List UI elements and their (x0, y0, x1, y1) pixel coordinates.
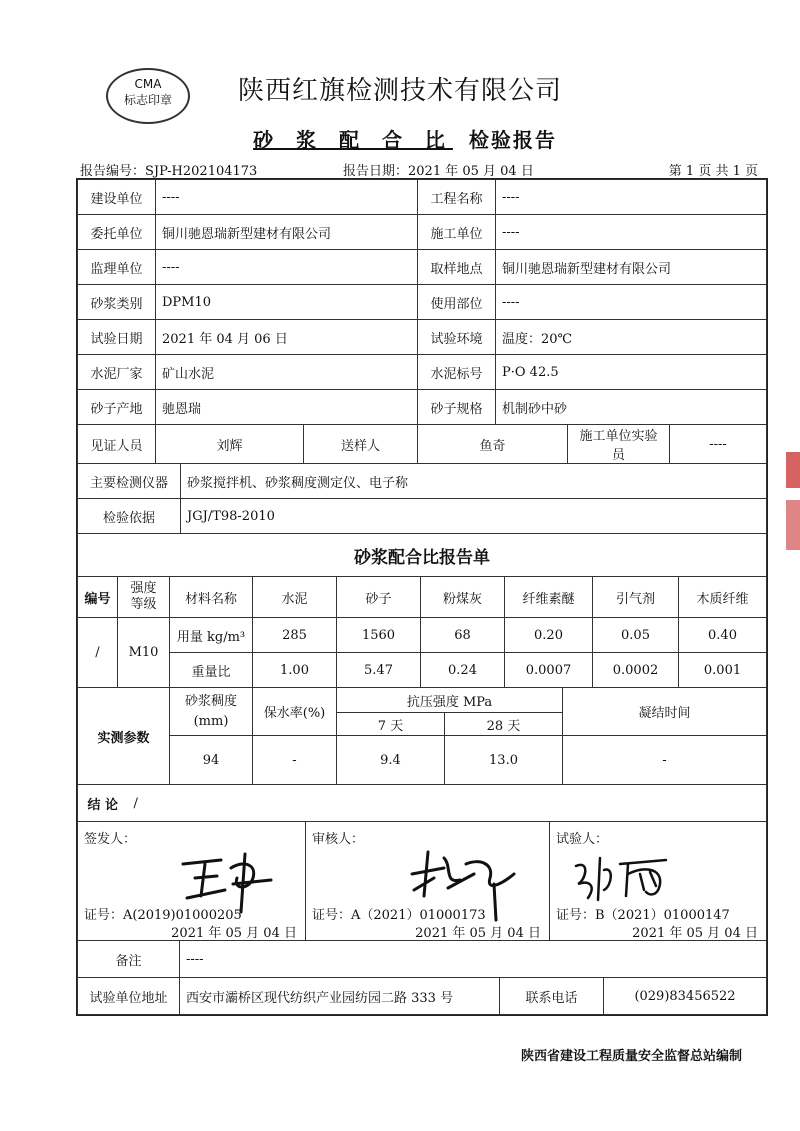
stamp-line2: 标志印章 (123, 93, 172, 107)
cell-value: P·O 42.5 (496, 355, 767, 390)
title-main: 砂 浆 配 合 比 (253, 128, 453, 152)
col-cement: 水泥 (253, 577, 337, 618)
cell-label: 检验依据 (78, 499, 181, 534)
stamp-line1: CMA (134, 77, 162, 91)
col-cellulose: 纤维素醚 (505, 577, 593, 618)
col-air: 引气剂 (593, 577, 679, 618)
measured-table (77, 688, 767, 785)
signer-cert: 证号：B（2021）01000147 (556, 908, 730, 923)
d28-label: 28 天 (445, 713, 563, 736)
mix-cell: 285 (253, 618, 337, 653)
cell-label: 送样人 (304, 425, 418, 464)
conclusion-label: 结 论 (78, 785, 128, 822)
cell-value: JGJ/T98-2010 (181, 499, 767, 534)
cell-value: ---- (496, 215, 767, 250)
mix-cell: 0.0007 (505, 653, 593, 688)
signer-date: 2021 年 05 月 04 日 (632, 926, 758, 941)
cell-value: ---- (156, 180, 418, 215)
cell-label: 砂子产地 (78, 390, 156, 425)
scan-edge-mark (786, 500, 800, 550)
measured-label: 实测参数 (78, 688, 170, 785)
signature-tester (570, 850, 680, 906)
info-table (77, 179, 767, 425)
mix-cell: 1.00 (253, 653, 337, 688)
signer-reviewer (306, 822, 550, 941)
col-flyash: 粉煤灰 (421, 577, 505, 618)
cell-label: 监理单位 (78, 250, 156, 285)
cell-label: 备注 (78, 941, 180, 978)
col-fiber: 木质纤维 (679, 577, 767, 618)
signer-date: 2021 年 05 月 04 日 (171, 926, 297, 941)
cell-label: 试验单位地址 (78, 978, 180, 1015)
mix-cell: 1560 (337, 618, 421, 653)
mix-cell: 68 (421, 618, 505, 653)
retention-value: - (253, 736, 337, 785)
witness-table (77, 425, 767, 464)
col-sand: 砂子 (337, 577, 421, 618)
col-material: 材料名称 (170, 577, 253, 618)
row-label: 重量比 (170, 653, 253, 688)
row-label: 用量 kg/m³ (170, 618, 253, 653)
cell-value: 2021 年 04 月 06 日 (156, 320, 418, 355)
report-grid (76, 178, 768, 1016)
cell-label: 砂子规格 (418, 390, 496, 425)
mix-cell: 0.05 (593, 618, 679, 653)
cell-value: ---- (496, 180, 767, 215)
cell-value: ---- (496, 285, 767, 320)
mix-cell: 0.24 (421, 653, 505, 688)
cell-value: 砂浆搅拌机、砂浆稠度测定仪、电子称 (181, 464, 767, 499)
mix-cell: 0.001 (679, 653, 767, 688)
setting-label: 凝结时间 (563, 688, 767, 736)
report-date: 报告日期：2021 年 05 月 04 日 (343, 164, 534, 179)
cell-value: DPM10 (156, 285, 418, 320)
instrument-table (77, 464, 767, 577)
scan-edge-mark (786, 452, 800, 488)
footer-compiler: 陕西省建设工程质量安全监督总站编制 (520, 1049, 742, 1064)
cell-label: 使用部位 (418, 285, 496, 320)
report-title (0, 124, 800, 153)
mix-cell: 0.0002 (593, 653, 679, 688)
cell-label: 主要检测仪器 (78, 464, 181, 499)
col-no: 编号 (78, 577, 118, 618)
cell-label: 工程名称 (418, 180, 496, 215)
signer-label: 审核人： (312, 832, 365, 847)
cell-value: ---- (156, 250, 418, 285)
d7-value: 9.4 (337, 736, 445, 785)
cell-label: 取样地点 (418, 250, 496, 285)
cell-value: 铜川驰恩瑞新型建材有限公司 (496, 250, 767, 285)
consistency-value: 94 (170, 736, 253, 785)
cell-label: 委托单位 (78, 215, 156, 250)
d28-value: 13.0 (445, 736, 563, 785)
consistency-label: 砂浆稠度 (mm) (170, 688, 253, 736)
setting-value: - (563, 736, 767, 785)
signer-cert: 证号：A（2021）01000173 (312, 908, 486, 923)
mix-table (77, 577, 767, 688)
cell-label: 砂浆类别 (78, 285, 156, 320)
strength-label: 抗压强度 MPa (337, 688, 563, 713)
report-number: 报告编号：SJP-H202104173 (80, 164, 258, 179)
company-name: 陕西红旗检测技术有限公司 (237, 76, 562, 106)
mix-title: 砂浆配合比报告单 (78, 534, 767, 577)
signer-label: 试验人： (556, 832, 609, 847)
cell-label: 见证人员 (78, 425, 156, 464)
cell-label: 施工单位 (418, 215, 496, 250)
signer-cert: 证号：A(2019)01000205 (84, 908, 242, 923)
address-value: 西安市灞桥区现代纺织产业园纺园二路 333 号 (180, 978, 500, 1015)
cell-value: 铜川驰恩瑞新型建材有限公司 (156, 215, 418, 250)
cell-value: 矿山水泥 (156, 355, 418, 390)
cell-value: 鱼奇 (418, 425, 568, 464)
cell-value: 机制砂中砂 (496, 390, 767, 425)
signer-tester (550, 822, 767, 941)
cell-label: 施工单位实验员 (568, 425, 670, 464)
conclusion-table (77, 785, 767, 822)
signature-table (77, 822, 767, 941)
signer-date: 2021 年 05 月 04 日 (415, 926, 541, 941)
phone-value: (029)83456522 (604, 978, 767, 1015)
cell-value: 温度：20℃ (496, 320, 767, 355)
cell-label: 试验环境 (418, 320, 496, 355)
mix-grade: M10 (118, 618, 170, 688)
footer-table (77, 941, 767, 1015)
title-suffix: 检验报告 (468, 128, 557, 152)
mix-cell: 0.40 (679, 618, 767, 653)
retention-label: 保水率(%) (253, 688, 337, 736)
cell-label: 水泥标号 (418, 355, 496, 390)
cell-label: 试验日期 (78, 320, 156, 355)
cell-label: 建设单位 (78, 180, 156, 215)
cell-value: 驰恩瑞 (156, 390, 418, 425)
d7-label: 7 天 (337, 713, 445, 736)
signer-label: 签发人： (84, 832, 137, 847)
mix-no: / (78, 618, 118, 688)
col-grade: 强度 等级 (118, 577, 170, 618)
cell-label: 水泥厂家 (78, 355, 156, 390)
cell-value: 刘辉 (156, 425, 304, 464)
cell-label: 联系电话 (500, 978, 604, 1015)
mix-cell: 0.20 (505, 618, 593, 653)
cell-value: ---- (670, 425, 767, 464)
remarks-value: ---- (180, 941, 767, 978)
conclusion-value: / (128, 785, 767, 822)
page-indicator: 第 1 页 共 1 页 (668, 164, 758, 179)
mix-cell: 5.47 (337, 653, 421, 688)
signer-issuer (78, 822, 306, 941)
